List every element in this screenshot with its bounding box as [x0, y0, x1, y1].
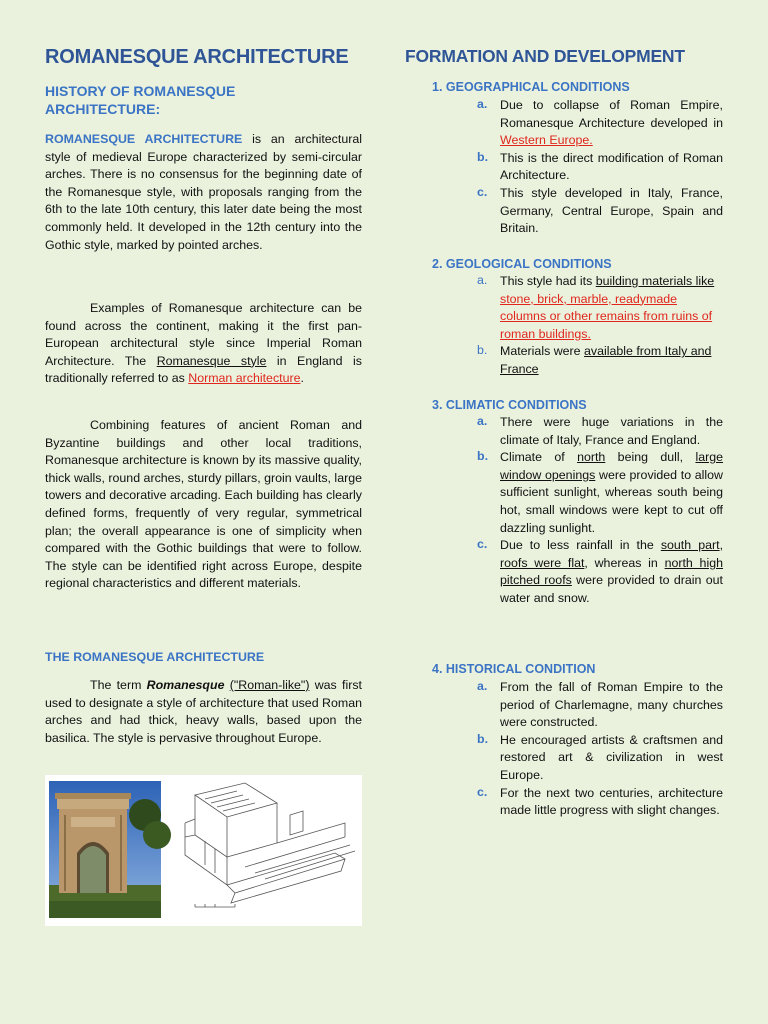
intro-body: is an architectural style of medieval Europe characterized by semi-circular arches. There is no consensus for the beginning date of the Romanesque style, with proposals ranging from the 6th to the late 10th century, this later date being the most commonly held. It developed in the 12th century into the Gothic style, marked by pointed arches.	[45, 132, 362, 252]
item-letter: a.	[477, 414, 488, 428]
list-item	[405, 679, 723, 732]
building-materials-link[interactable]: building materials like	[595, 274, 715, 288]
north-link[interactable]: north	[577, 450, 606, 465]
item-text: were provided to allow sufficient sunlight, whereas south being hot, small windows were kept to cut off dazzling sunlight.	[500, 467, 724, 535]
geographical-heading: 1. GEOGRAPHICAL CONDITIONS	[432, 80, 630, 94]
item-text: For the next two centuries, architecture made little progress with slight changes.	[500, 785, 723, 818]
item-letter: b.	[477, 449, 489, 464]
roman-like-link[interactable]: ("Roman-like")	[229, 678, 310, 692]
geographical-list	[405, 97, 723, 238]
list-item	[405, 414, 723, 449]
item-letter: b.	[477, 343, 488, 358]
list-item	[405, 273, 723, 343]
large-window-link[interactable]: large window openings	[500, 450, 724, 482]
item-text: From the fall of Roman Empire to the period of Charlemagne, many churches were constructed.	[500, 680, 723, 730]
features-paragraph	[45, 417, 362, 593]
item-text: Materials were	[500, 344, 585, 359]
south-part-link[interactable]: south part	[660, 538, 720, 553]
item-text: This style had its	[500, 274, 596, 288]
item-text: This style developed in Italy, France, Germany, Central Europe, Spain and Britain.	[500, 185, 723, 236]
geological-list	[405, 273, 723, 379]
item-text: Due to collapse of Roman Empire, Romanesque Architecture developed in	[500, 98, 723, 130]
item-letter: b.	[477, 731, 489, 746]
historical-list	[405, 679, 723, 820]
item-letter: c.	[477, 537, 488, 552]
historical-heading: 4. HISTORICAL CONDITION	[432, 662, 596, 676]
romanesque-style-link[interactable]: Romanesque style	[156, 353, 267, 368]
geological-heading: 2. GEOLOGICAL CONDITIONS	[432, 257, 612, 271]
list-item	[405, 343, 723, 378]
available-from-link[interactable]: available from Italy and France	[500, 344, 712, 376]
item-letter: a.	[477, 679, 488, 693]
item-letter: c.	[477, 784, 488, 799]
features-text: Combining features of ancient Roman and Byzantine buildings and other local traditions, Romanesque architecture is known by its massive quality, thick walls, round arches, sturdy pillars, groin vaults, large towers and decorative arcading. Each building has clearly defined forms, frequently of very regular, symmetrical plan; the overall appearance is one of simplicity when compared with the Gothic buildings that were to follow. The style can be identified right across Europe, despite regional characteristics and different materials.	[45, 418, 362, 591]
item-text: There were huge variations in the climate of Italy, France and England.	[500, 415, 723, 447]
arch-photo-and-basilica-drawing	[45, 775, 362, 926]
item-text: This is the direct modification of Roman Architecture.	[500, 150, 723, 183]
materials-list-link[interactable]: stone, brick, marble, readymade columns or other remains from ruins of roman buildings.	[500, 291, 713, 341]
page-title: ROMANESQUE ARCHITECTURE	[45, 46, 349, 68]
term-text-2: was first used to designate a style of architecture that used Roman arches and had thick, heavy walls, based upon the basilica. The style is pervasive throughout Europe.	[45, 678, 362, 745]
list-item	[405, 449, 723, 537]
term-text: The term	[90, 678, 147, 692]
triumphal-arch	[55, 793, 131, 893]
list-item	[405, 185, 723, 238]
pitched-roofs-link[interactable]: north high pitched roofs	[500, 555, 723, 588]
item-text: He encouraged artists & craftsmen and restored art & civilization in west Europe.	[500, 732, 723, 782]
intro-paragraph	[45, 131, 362, 254]
history-heading: HISTORY OF ROMANESQUE ARCHITECTURE:	[45, 83, 236, 117]
term-romanesque: Romanesque	[146, 678, 225, 692]
formation-title: FORMATION AND DEVELOPMENT	[405, 46, 685, 66]
item-text: were provided to drain out water and snow.	[500, 573, 723, 605]
intro-lead: ROMANESQUE ARCHITECTURE	[45, 132, 243, 146]
list-item	[405, 97, 723, 150]
item-letter: a.	[477, 97, 488, 111]
examples-text-end: .	[300, 371, 304, 386]
climatic-heading: 3. CLIMATIC CONDITIONS	[432, 398, 587, 412]
item-letter: c.	[477, 184, 488, 199]
list-item	[405, 785, 723, 820]
item-text: being dull,	[605, 450, 696, 465]
western-europe-link[interactable]: Western Europe.	[500, 133, 593, 148]
norman-architecture-link[interactable]: Norman architecture	[188, 371, 301, 386]
examples-text-2: in England is traditionally referred to as	[45, 353, 362, 386]
examples-paragraph	[45, 300, 362, 388]
term-paragraph	[45, 677, 362, 747]
list-item	[405, 732, 723, 785]
list-item	[405, 150, 723, 185]
romanesque-section-heading: THE ROMANESQUE ARCHITECTURE	[45, 650, 265, 664]
item-text: Climate of	[500, 450, 578, 465]
examples-text: Examples of Romanesque architecture can be found across the continent, making it the first pan-European architectural style since Imperial Roman Architecture. The	[45, 301, 362, 368]
scale-bar	[195, 904, 235, 907]
item-letter: b.	[477, 149, 489, 164]
item-text: , whereas in	[584, 555, 665, 570]
flat-roofs-link[interactable]: roofs were flat	[500, 555, 585, 570]
item-text: Due to less rainfall in the	[500, 538, 661, 553]
climatic-list	[405, 414, 723, 608]
illustrations	[45, 775, 362, 926]
item-text: ,	[719, 538, 724, 553]
basilica-drawing	[185, 783, 355, 903]
item-letter: a.	[477, 273, 488, 287]
list-item	[405, 537, 723, 607]
